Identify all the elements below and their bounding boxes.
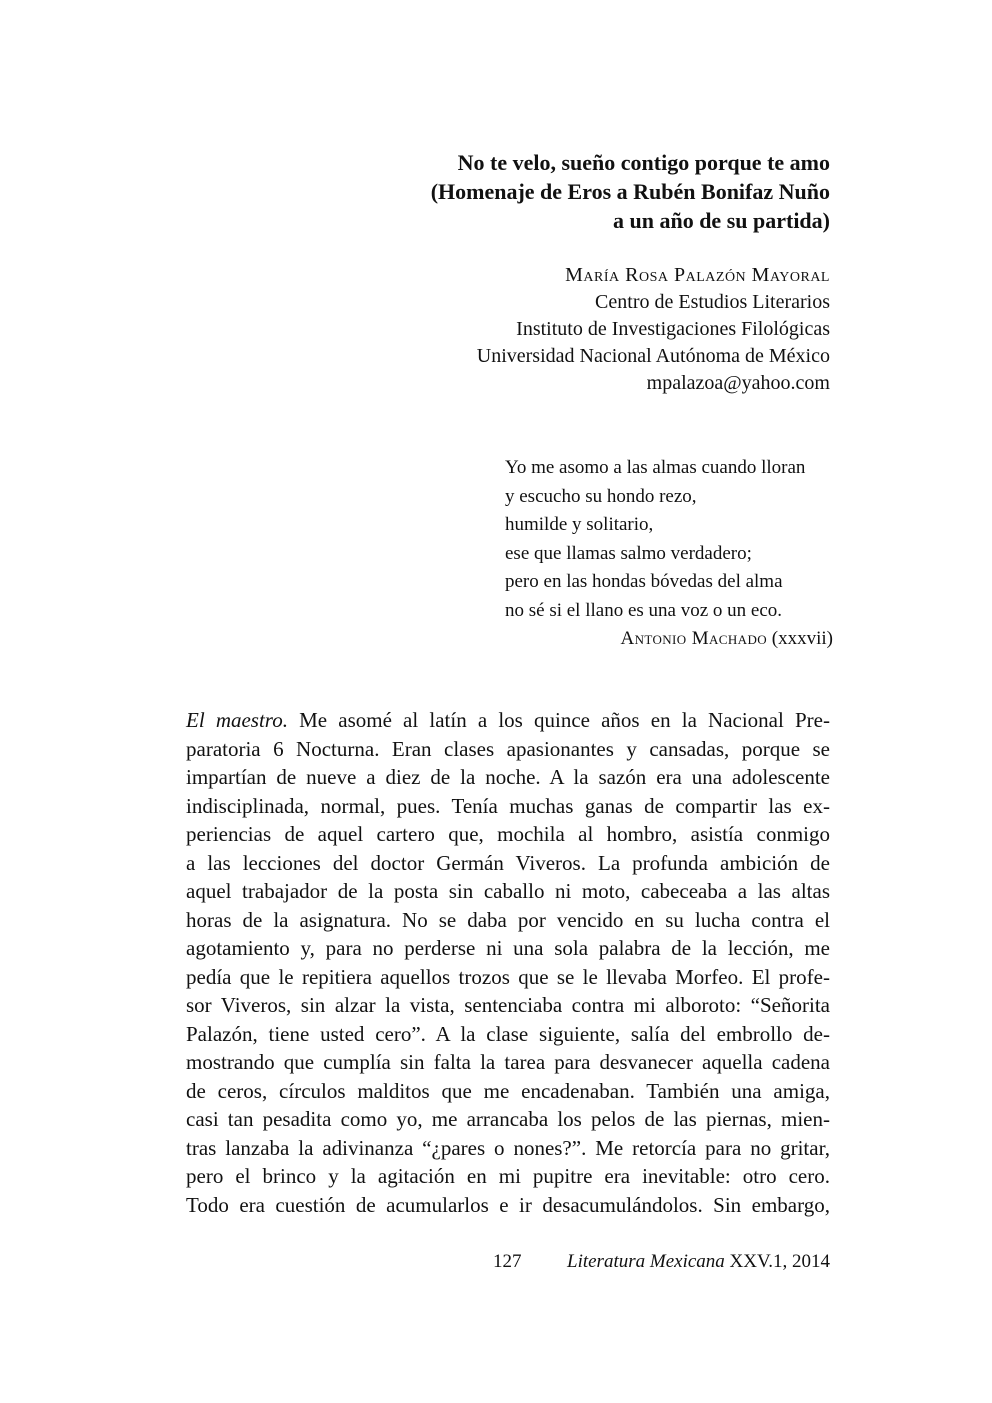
- epigraph-attribution-name: Antonio Machado: [620, 628, 768, 649]
- epigraph-line: ese que llamas salmo verdadero;: [505, 542, 752, 564]
- article-title: [270, 148, 830, 235]
- title-line: No te velo, sueño contigo porque te amo: [457, 150, 830, 175]
- body-line: periencias de aquel cartero que, mochila al hombro, asistía conmigo: [186, 822, 830, 846]
- body-line: mostrando que cumplía sin falta la tarea para desvanecer aquella cadena: [186, 1050, 830, 1074]
- page-number: 127: [493, 1251, 522, 1272]
- body-line: casi tan pesadita como yo, me arrancaba los pelos de las piernas, mien-: [186, 1107, 830, 1131]
- body-line: a las lecciones del doctor Germán Viveros. La profunda ambición de: [186, 850, 830, 875]
- body-line: horas de la asignatura. No se daba por vencido en su lucha contra el: [186, 907, 830, 932]
- epigraph-line: pero en las hondas bóvedas del alma: [505, 571, 783, 592]
- author-affiliation: Universidad Nacional Autónoma de México: [476, 345, 830, 367]
- body-line: paratoria 6 Nocturna. Eran clases apasionantes y cansadas, porque se: [186, 736, 830, 761]
- body-line: pedía que le repitiera aquellos trozos que se le llevaba Morfeo. El profe-: [186, 964, 830, 989]
- epigraph: [505, 454, 835, 654]
- journal-name: Literatura Mexicana: [567, 1251, 725, 1272]
- epigraph-attribution: [505, 625, 835, 654]
- body-line: [186, 706, 830, 735]
- epigraph-attribution-ref: (xxxvii): [771, 628, 833, 649]
- body-line: Palazón, tiene usted cero”. A la clase siguiente, salía del embrollo de-: [186, 1021, 830, 1046]
- body-line-text: Me asomé al latín a los quince años en la Nacional Pre-: [287, 708, 830, 732]
- author-affiliation: Centro de Estudios Literarios: [595, 291, 830, 313]
- body-line: tras lanzaba la adivinanza “¿pares o nones?”. Me retorcía para no gritar,: [186, 1135, 830, 1160]
- section-lead: El maestro.: [186, 708, 288, 732]
- title-line: (Homenaje de Eros a Rubén Bonifaz Nuño: [430, 179, 830, 204]
- body-line: indisciplinada, normal, pues. Tenía muchas ganas de compartir las ex-: [186, 793, 830, 818]
- journal-issue: XXV.1, 2014: [724, 1251, 830, 1272]
- author-name: María Rosa Palazón Mayoral: [565, 264, 830, 286]
- body-line: agotamiento y, para no perderse ni una sola palabra de la lección, me: [186, 936, 830, 960]
- body-line: aquel trabajador de la posta sin caballo ni moto, cabeceaba a las altas: [186, 879, 830, 903]
- epigraph-line: no sé si el llano es una voz o un eco.: [505, 599, 783, 621]
- author-affiliation: Instituto de Investigaciones Filológicas: [516, 318, 830, 340]
- body-line: pero el brinco y la agitación en mi pupitre era inevitable: otro cero.: [186, 1164, 830, 1188]
- author-block: [270, 262, 830, 397]
- body-line: impartían de nueve a diez de la noche. A la sazón era una adolescente: [186, 765, 830, 789]
- epigraph-line: humilde y solitario,: [505, 514, 654, 535]
- epigraph-line: y escucho su hondo rezo,: [505, 485, 697, 507]
- body-paragraph: [186, 706, 830, 1219]
- author-email: mpalazoa@yahoo.com: [646, 372, 830, 394]
- body-line: sor Viveros, sin alzar la vista, sentenciaba contra mi alboroto: “Señorita: [186, 993, 830, 1017]
- body-line: Todo era cuestión de acumularlos e ir desacumulándolos. Sin embargo,: [186, 1192, 830, 1217]
- title-line: a un año de su partida): [612, 208, 830, 233]
- epigraph-line: Yo me asomo a las almas cuando lloran: [505, 457, 806, 478]
- body-line: de ceros, círculos malditos que me encadenaban. También una amiga,: [186, 1078, 830, 1103]
- journal-citation: [567, 1250, 830, 1274]
